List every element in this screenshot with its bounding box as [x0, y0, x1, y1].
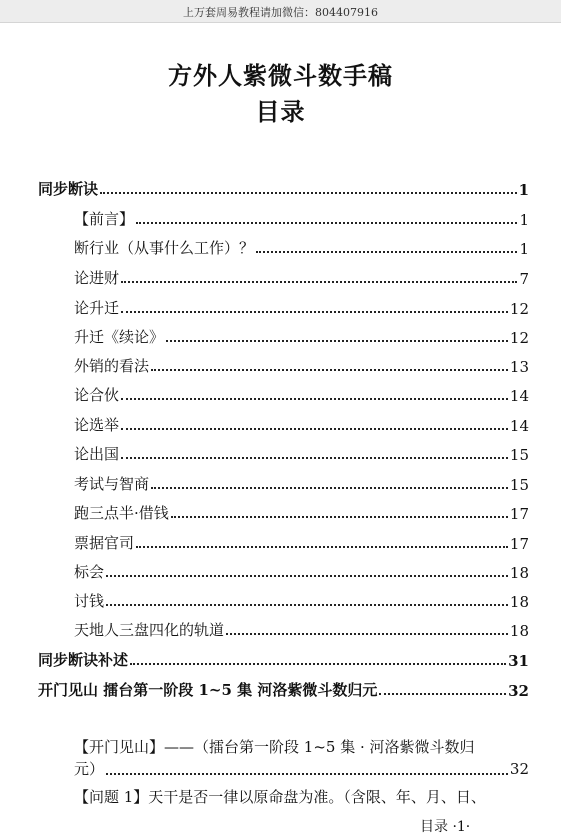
toc-entry-page: 18 — [509, 593, 529, 611]
toc-leader-dots — [166, 340, 508, 342]
toc-entry-page: 7 — [519, 270, 529, 288]
toc-leader-dots — [121, 311, 508, 313]
toc-entry-page: 31 — [508, 652, 529, 670]
toc-entry-title: 考试与智商 — [74, 475, 150, 493]
toc-entry-wrapped — [74, 736, 529, 780]
toc-entry-title: 同步断诀补述 — [38, 651, 129, 669]
toc-entry[interactable] — [38, 648, 529, 670]
toc-leader-dots — [379, 693, 506, 695]
toc-entry[interactable] — [74, 266, 529, 288]
toc-entry-title: 同步断诀 — [38, 180, 99, 198]
toc-entry-title: 【前言】 — [74, 210, 135, 228]
toc-entry-page: 12 — [509, 329, 529, 347]
toc-entry[interactable] — [74, 501, 529, 523]
toc-entry-page: 15 — [509, 446, 529, 464]
toc-entry-title: 升迁《续论》 — [74, 328, 165, 346]
toc-entry-page: 18 — [509, 564, 529, 582]
watermark-bar — [0, 0, 561, 23]
toc-entry[interactable] — [74, 236, 529, 258]
toc-leader-dots — [121, 398, 508, 400]
toc-entry-page: 14 — [509, 417, 529, 435]
toc-entry-wrapped-line1: 【开门见山】——（擂台第一阶段 1~5 集 · 河洛紫微斗数归 — [74, 738, 475, 756]
toc-leader-dots — [136, 546, 508, 548]
toc-entry-title: 开门见山 擂台第一阶段 1~5 集 河洛紫微斗数归元 — [38, 681, 378, 699]
toc-entry-title: 论出国 — [74, 445, 120, 463]
toc-entry-page: 32 — [509, 760, 529, 778]
toc-heading: 目录 — [255, 97, 306, 126]
toc-entry-page: 1 — [518, 181, 529, 199]
toc-entry[interactable] — [74, 531, 529, 553]
toc-entry-page: 14 — [509, 387, 529, 405]
toc-leader-dots — [121, 457, 508, 459]
toc-entry[interactable] — [38, 678, 529, 700]
watermark-text: 上万套周易教程请加微信：804407916 — [183, 6, 378, 19]
toc-entry-wrapped-line2: 元） — [74, 760, 105, 778]
toc-entry[interactable] — [74, 325, 529, 347]
toc-entry-page: 32 — [508, 682, 529, 700]
toc-leader-dots — [151, 369, 508, 371]
toc-leader-dots — [171, 516, 508, 518]
toc-entry-page: 1 — [519, 211, 529, 229]
toc-entry[interactable] — [74, 560, 529, 582]
toc-entry-title: 论选举 — [74, 416, 120, 434]
toc-leader-dots — [226, 633, 508, 635]
toc-entry-title: 天地人三盘四化的轨道 — [74, 621, 225, 639]
toc-entry[interactable] — [74, 296, 529, 318]
toc-entry[interactable] — [38, 177, 529, 199]
toc-entry-page: 1 — [519, 240, 529, 258]
toc-leader-dots — [106, 604, 508, 606]
toc-entry[interactable] — [74, 472, 529, 494]
toc-entry-page: 12 — [509, 300, 529, 318]
toc-entry[interactable] — [74, 413, 529, 435]
toc-entry-page: 15 — [509, 476, 529, 494]
toc-entry-title: 论进财 — [74, 269, 120, 287]
toc-leader-dots — [151, 487, 508, 489]
toc-leader-dots — [256, 251, 517, 253]
toc-entry-page: 17 — [509, 505, 529, 523]
toc-entry[interactable] — [74, 589, 529, 611]
toc-leader-dots — [106, 575, 508, 577]
toc-entry-title: 外销的看法 — [74, 357, 150, 375]
toc-entry-title: 论升迁 — [74, 299, 120, 317]
page-footer: 目录 ·1· — [420, 819, 471, 835]
toc-leader-dots — [121, 281, 517, 283]
toc-leader-dots — [100, 192, 517, 194]
toc-leader-dots — [136, 222, 517, 224]
toc-entry[interactable] — [74, 207, 529, 229]
toc-leader-dots — [130, 663, 506, 665]
toc-entry-page: 17 — [509, 535, 529, 553]
toc-entry-title: 论合伙 — [74, 386, 120, 404]
question-line: 【问题 1】天干是否一律以原命盘为准。（含限、年、月、日、 — [74, 788, 486, 806]
toc-entry-title: 跑三点半·借钱 — [74, 504, 169, 522]
toc-entry-title: 断行业（从事什么工作）？ — [74, 239, 255, 257]
toc-leader-dots — [121, 428, 508, 430]
toc-entry-page: 13 — [509, 358, 529, 376]
toc-entry[interactable] — [74, 383, 529, 405]
document-title: 方外人紫微斗数手稿 — [168, 61, 393, 90]
toc-entry-title: 票据官司 — [74, 534, 135, 552]
toc-entry[interactable] — [74, 442, 529, 464]
toc-entry[interactable] — [74, 618, 529, 640]
toc-entry-page: 18 — [509, 622, 529, 640]
toc-entry[interactable] — [74, 354, 529, 376]
toc-entry-title: 讨钱 — [74, 592, 105, 610]
toc-entry-title: 标会 — [74, 563, 105, 581]
toc-leader-dots — [106, 773, 508, 775]
